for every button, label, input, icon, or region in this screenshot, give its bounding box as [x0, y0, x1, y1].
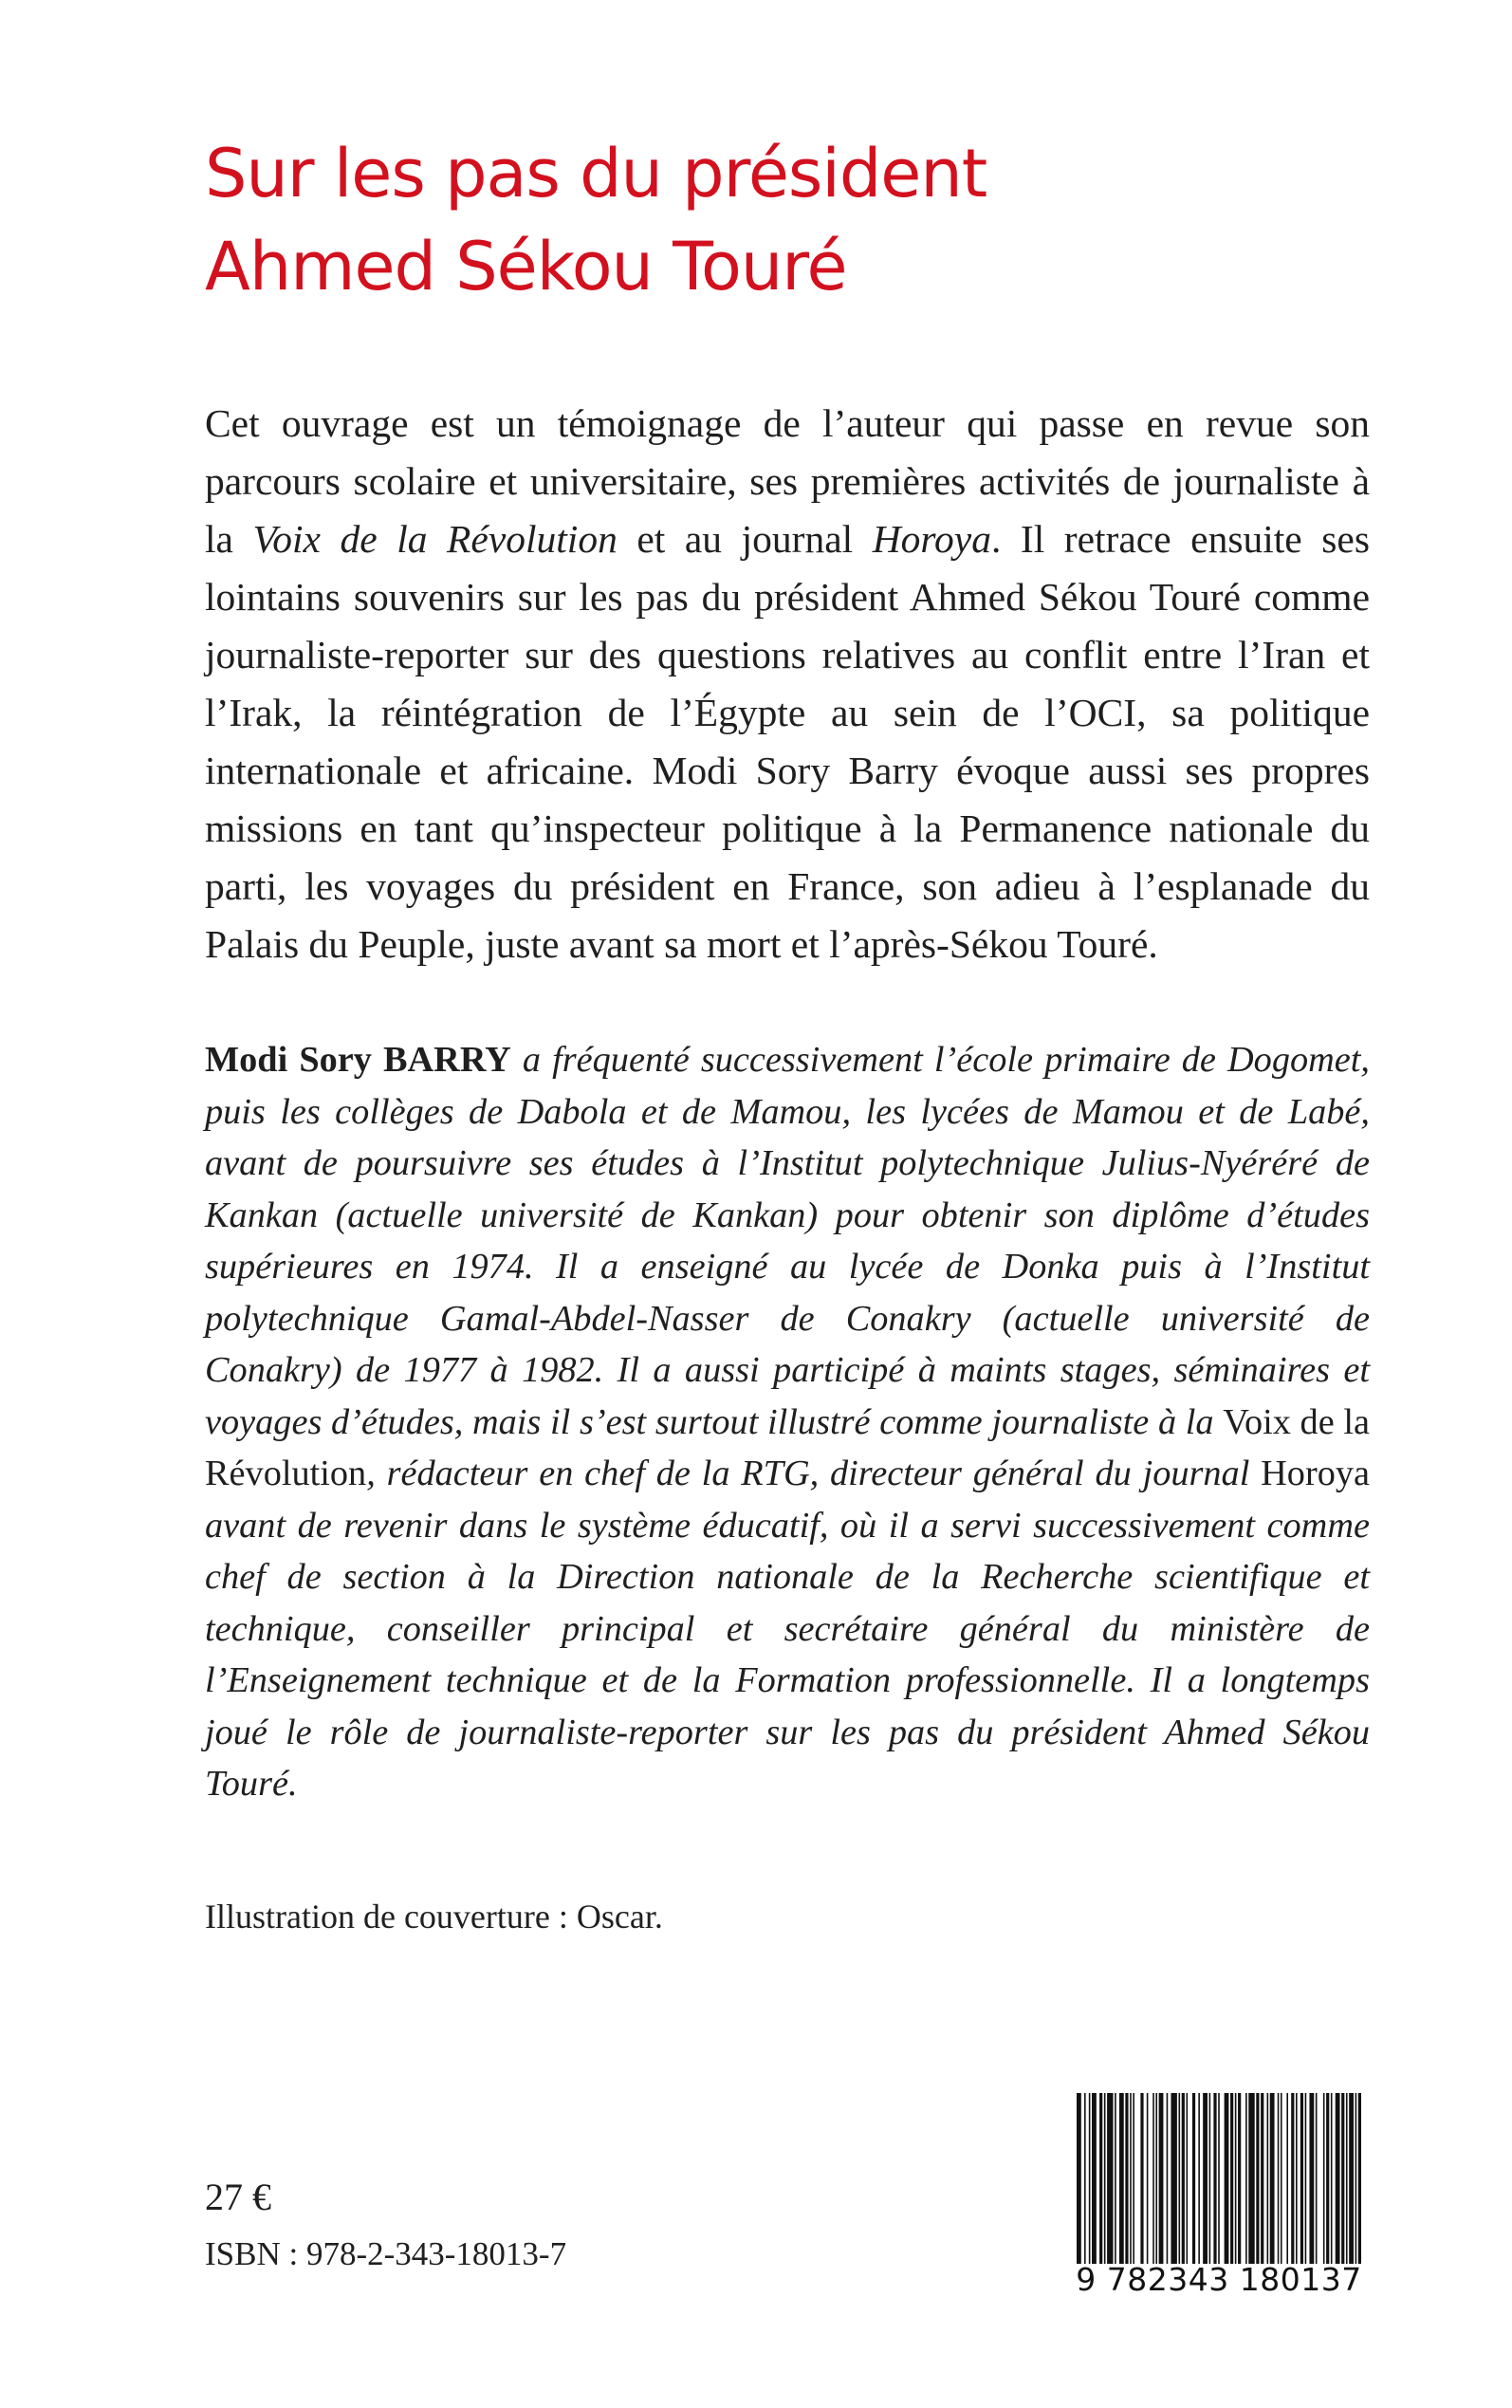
barcode-bar — [1225, 2093, 1229, 2264]
barcode-bar — [1133, 2093, 1134, 2264]
barcode-bar — [1355, 2093, 1357, 2264]
barcode-bar — [1326, 2093, 1329, 2264]
barcode-bar — [1107, 2093, 1113, 2264]
summary-emphasis-horoya: Horoya — [872, 517, 991, 561]
barcode-bar — [1119, 2093, 1124, 2264]
barcode-bar — [1270, 2093, 1275, 2264]
barcode-bar — [1358, 2093, 1361, 2264]
barcode-bar — [1140, 2093, 1143, 2264]
barcode-bar — [1092, 2093, 1097, 2264]
barcode-bar — [1349, 2093, 1354, 2264]
barcode-digits: 9 782343 180137 — [1076, 2261, 1362, 2298]
barcode-bar — [1115, 2093, 1116, 2264]
barcode-bar — [1125, 2093, 1128, 2264]
barcode-bar — [1238, 2093, 1241, 2264]
barcode-bar — [1213, 2093, 1216, 2264]
summary-emphasis-voix: Voix de la Révolution — [252, 517, 618, 561]
bio-text-3: avant de revenir dans le système éducatif, où il a servi successivement comme chef de section à la Direction nationale de la Recherche scientifique et technique, conseiller principal et secrétaire général du ministère de l’Enseignement technique et de la Formation professionnelle. Il a longtemps joué le rôle de journaliste-reporter sur les pas du président Ahmed Sékou Touré. — [205, 1505, 1370, 1804]
barcode — [1068, 2089, 1370, 2307]
barcode-bar — [1281, 2093, 1282, 2264]
barcode-bar — [1305, 2093, 1307, 2264]
barcode-bar — [1084, 2093, 1086, 2264]
barcode-bar — [1267, 2093, 1269, 2264]
summary-text-1: Cet ouvrage est un témoignage de l’auteur qui passe en revue son parcours scolaire et universitaire, ses premières activités de journaliste à la — [205, 401, 1370, 561]
barcode-bar — [1152, 2093, 1154, 2264]
barcode-bar — [1316, 2093, 1318, 2264]
book-title — [205, 127, 1343, 313]
barcode-bar — [1346, 2093, 1348, 2264]
book-title-line-1: Sur les pas du président — [205, 135, 987, 213]
barcode-bar — [1089, 2093, 1091, 2264]
barcode-bar — [1336, 2093, 1340, 2264]
barcode-bar — [1248, 2093, 1254, 2264]
barcode-bar — [1218, 2093, 1220, 2264]
barcode-bar — [1245, 2093, 1247, 2264]
bio-upright-horoya: Horoya — [1261, 1454, 1370, 1493]
summary-text-2: et au journal — [617, 517, 873, 561]
barcode-bar — [1261, 2093, 1263, 2264]
barcode-bar — [1104, 2093, 1106, 2264]
barcode-bar — [1182, 2093, 1185, 2264]
barcode-bar — [1171, 2093, 1176, 2264]
barcode-bar — [1099, 2093, 1102, 2264]
barcode-bar — [1159, 2093, 1164, 2264]
barcode-bar — [1198, 2093, 1200, 2264]
bio-upright-voix: Voix de la Révolution — [205, 1401, 1370, 1493]
barcode-bar — [1323, 2093, 1325, 2264]
barcode-bar — [1256, 2093, 1259, 2264]
barcode-bar — [1077, 2093, 1081, 2264]
price: 27 € — [205, 2176, 271, 2218]
barcode-bar — [1278, 2093, 1280, 2264]
barcode-bar — [1331, 2093, 1333, 2264]
barcode-bar — [1155, 2093, 1157, 2264]
barcode-bar — [1300, 2093, 1303, 2264]
illustration-credit: Illustration de couverture : Oscar. — [205, 1898, 663, 1936]
barcode-bar — [1291, 2093, 1294, 2264]
barcode-bar — [1309, 2093, 1314, 2264]
barcode-bars — [1068, 2089, 1370, 2266]
isbn: ISBN : 978-2-343-18013-7 — [205, 2235, 567, 2272]
barcode-bar — [1192, 2093, 1195, 2264]
barcode-bar — [1209, 2093, 1211, 2264]
bio-text-1: a fréquenté successivement l’école primaire de Dogomet, puis les collèges de Dabola et de Mamou, les lycées de Mamou et de Labé, avant de poursuivre ses études à l’Institut polytechnique Julius-Nyéréré de Kankan (actuelle université de Kankan) pour obtenir son diplôme d’études supérieures en 1974. Il a enseigné au lycée de Donka puis à l’Institut polytechnique Gamal-Abdel-Nasser de Conakry (actuelle université de Conakry) de 1977 à 1982. Il a aussi participé à maints stages, séminaires et voyages d’études, mais il s’est surtout illustré comme journaliste à la — [205, 1040, 1370, 1442]
barcode-bar — [1341, 2093, 1344, 2264]
barcode-bar — [1187, 2093, 1189, 2264]
barcode-bar — [1286, 2093, 1288, 2264]
barcode-bar — [1296, 2093, 1298, 2264]
author-bio — [205, 1034, 1370, 1810]
author-name: Modi Sory BARRY — [205, 1040, 511, 1080]
barcode-bar — [1147, 2093, 1149, 2264]
book-summary — [205, 395, 1370, 973]
barcode-bar — [1203, 2093, 1208, 2264]
book-title-line-2: Ahmed Sékou Touré — [205, 228, 847, 306]
bio-text-2: , rédacteur en chef de la RTG, directeur général du journal — [366, 1454, 1262, 1493]
summary-text-3: . Il retrace ensuite ses lointains souvenirs sur les pas du président Ahmed Sékou Touré comme journaliste-reporter sur des questions relatives au conflit entre l’Iran et l’Irak, la réintégration de l’Égypte au sein de l’OCI, sa politique internationale et africaine. Modi Sory Barry évoque aussi ses propres missions en tant qu’inspecteur politique à la Permanence nationale du parti, les voyages du président en France, son adieu à l’esplanade du Palais du Peuple, juste avant sa mort et l’après-Sékou Touré. — [205, 517, 1370, 966]
barcode-bar — [1167, 2093, 1169, 2264]
barcode-bar — [1178, 2093, 1180, 2264]
barcode-bar — [1230, 2093, 1233, 2264]
barcode-bar — [1235, 2093, 1237, 2264]
barcode-bar — [1130, 2093, 1132, 2264]
